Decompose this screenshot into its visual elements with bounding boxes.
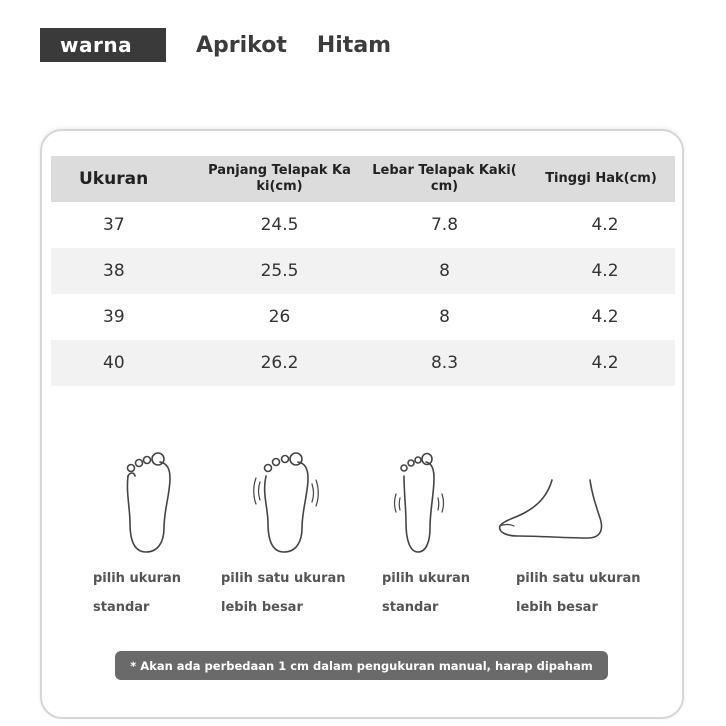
table-row — [51, 202, 675, 248]
header-foot-width-line2: cm) — [430, 179, 459, 194]
foot-wide-icon — [250, 448, 322, 556]
table-row — [51, 248, 675, 294]
cell-size: 37 — [103, 215, 125, 235]
cell-width: 8 — [439, 261, 450, 281]
header-foot-length-line1: Panjang Telapak Ka — [208, 163, 351, 178]
cell-width: 8 — [439, 307, 450, 327]
cell-length: 25.5 — [260, 261, 299, 281]
foot-caption-line2: standar — [382, 600, 439, 615]
cell-heel: 4.2 — [591, 353, 619, 373]
cell-length: 26 — [268, 307, 291, 327]
foot-caption-line1: pilih ukuran — [382, 571, 471, 586]
header-foot-width-line1: Lebar Telapak Kaki( — [372, 163, 517, 178]
color-option-aprikot[interactable]: Aprikot — [196, 32, 287, 58]
measurement-note: * Akan ada perbedaan 1 cm dalam pengukuran manual, harap dipaham — [115, 651, 608, 680]
foot-caption-line1: pilih satu ukuran — [516, 571, 641, 586]
table-row — [51, 294, 675, 340]
color-option-hitam[interactable]: Hitam — [316, 32, 392, 58]
foot-caption-normal — [93, 564, 181, 622]
foot-high-instep-icon — [496, 476, 608, 542]
cell-size: 38 — [103, 261, 125, 281]
cell-heel: 4.2 — [591, 307, 619, 327]
header-foot-length-line2: ki(cm) — [256, 179, 303, 194]
foot-narrow-icon — [388, 448, 452, 556]
foot-caption-line2: lebih besar — [221, 600, 303, 615]
size-table — [51, 156, 675, 386]
cell-heel: 4.2 — [591, 261, 619, 281]
cell-size: 39 — [103, 307, 125, 327]
color-selector — [40, 28, 391, 62]
header-foot-width — [362, 156, 527, 202]
cell-length: 26.2 — [260, 353, 299, 373]
foot-caption-narrow — [382, 564, 470, 622]
foot-caption-line1: pilih satu ukuran — [221, 571, 346, 586]
cell-width: 7.8 — [430, 215, 459, 235]
cell-length: 24.5 — [260, 215, 299, 235]
table-header-row — [51, 156, 675, 202]
cell-heel: 4.2 — [591, 215, 619, 235]
cell-width: 8.3 — [430, 353, 459, 373]
header-size: Ukuran — [79, 169, 149, 189]
foot-normal-icon — [118, 448, 178, 556]
table-row — [51, 340, 675, 386]
foot-caption-high-instep — [516, 564, 641, 622]
cell-size: 40 — [103, 353, 125, 373]
header-heel-height: Tinggi Hak(cm) — [545, 171, 657, 186]
foot-caption-line2: lebih besar — [516, 600, 598, 615]
header-foot-length — [197, 156, 362, 202]
foot-caption-wide — [221, 564, 346, 622]
foot-caption-line1: pilih ukuran — [93, 571, 182, 586]
color-label-badge: warna — [40, 28, 166, 62]
foot-caption-line2: standar — [93, 600, 150, 615]
